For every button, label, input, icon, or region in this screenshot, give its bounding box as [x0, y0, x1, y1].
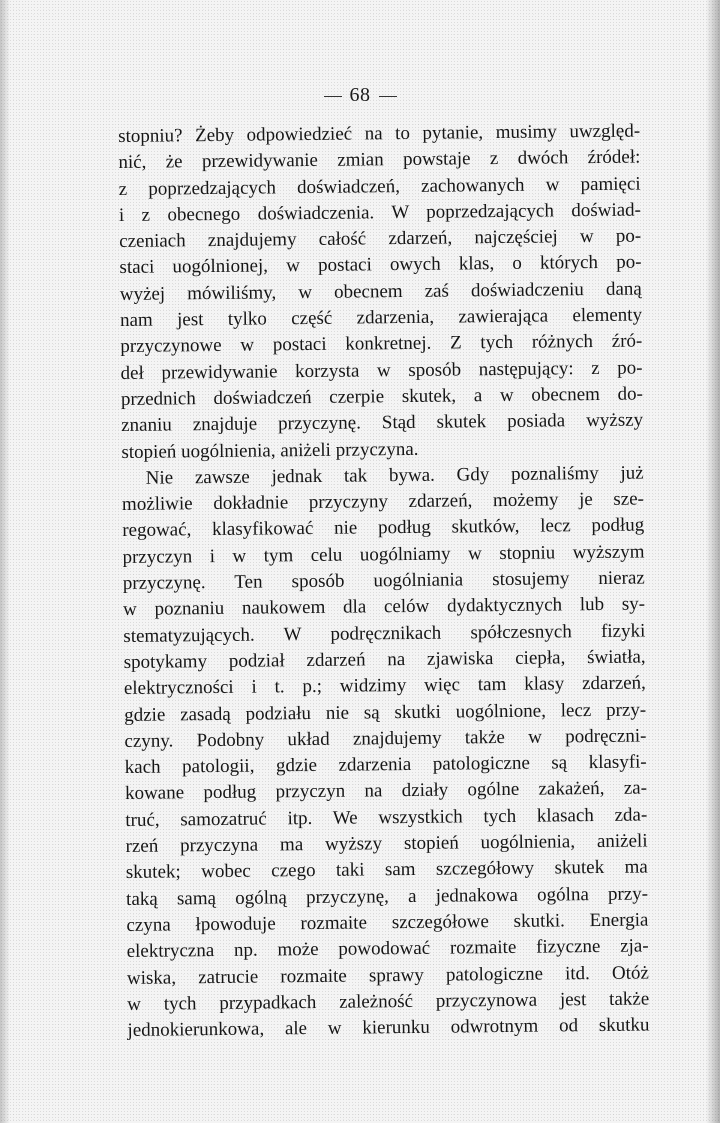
text-line: deł przewidywanie korzysta w sposób następujący: z po-: [120, 357, 643, 384]
text-line: nić, że przewidywanie zmian powstaje z dwóch źródeł:: [118, 146, 641, 174]
text-line: kowane podług przyczyn na działy ogólne zakażeń, za-: [124, 777, 648, 805]
text-line: czyny. Podobny układ znajdujemy także w podręczni-: [124, 725, 647, 752]
text-line: staci uogólnionej, w postaci owych klas, o których po-: [119, 252, 642, 279]
text-line: stematyzujących. W podręcznikach spółczesnych fizyki: [123, 620, 646, 647]
text-line: rzeń przyczyna ma wyższy stopień uogólnienia, aniżeli: [125, 830, 648, 857]
text-line: w poznaniu naukowem dla celów dydaktycznych lub sy-: [122, 593, 646, 621]
page-header: [0, 84, 720, 107]
text-line: stopniu? Żeby odpowiedzieć na to pytanie, musimy uwzględ-: [118, 120, 641, 147]
text-line: Nie zawsze jednak tak bywa. Gdy poznaliśmy już: [145, 462, 644, 489]
text-line: możliwie dokładnie przyczyny zdarzeń, możemy je sze-: [121, 488, 645, 516]
text-line: elektryczna np. może powodować rozmaite fizyczne zja-: [126, 935, 649, 963]
text-line: elektryczności i t. p.; widzimy więc tam klasy zdarzeń,: [123, 672, 646, 700]
text-line: i z obecnego doświadczenia. W poprzedzających doświad-: [118, 199, 642, 226]
text-line: w tych przypadkach zależność przyczynowa jest także: [127, 988, 650, 1015]
text-line: gdzie zasadą podziału nie są skutki uogólnione, lecz przy-: [124, 699, 647, 726]
text-line: z poprzedzających doświadczeń, zachowanych w pamięci: [118, 173, 641, 200]
body-text: [118, 119, 650, 1045]
header-dash-right: [379, 96, 397, 97]
text-line: wyżej mówiliśmy, w obecnem zaś doświadczeniu daną: [119, 278, 642, 305]
text-line: kach patologii, gdzie zdarzenia patologiczne są klasyfi-: [124, 751, 647, 779]
text-line: czyna łpowoduje rozmaite szczegółowe skutki. Energia: [126, 909, 649, 936]
text-line: skutek; wobec czego taki sam szczegółowy skutek ma: [125, 856, 648, 884]
text-line: przednich doświadczeń czerpie skutek, a w obecnem do-: [120, 383, 643, 410]
paragraph-2: [122, 460, 650, 1044]
paragraph-1: [118, 119, 644, 466]
text-line: taką samą ogólną przyczynę, a jednakowa ogólna przy-: [126, 883, 649, 910]
page-edge-shadow-right: [706, 0, 720, 1123]
page-edge-shadow-left: [0, 0, 10, 1123]
header-dash-left: [324, 96, 342, 97]
text-line: przyczynowe w postaci konkretnej. Z tych różnych źró-: [120, 330, 643, 358]
text-line: znaniu znajduje przyczynę. Stąd skutek posiada wyższy: [121, 409, 644, 437]
text-line: przyczynę. Ten sposób uogólniania stosujemy nieraz: [122, 567, 645, 595]
text-line: truć, samozatruć itp. We wszystkich tych klasach zda-: [125, 804, 648, 831]
text-line: przyczyn i w tym celu uogólniamy w stopniu wyższym: [122, 541, 645, 568]
text-line: nam jest tylko część zdarzenia, zawierająca elementy: [119, 304, 643, 332]
text-line: stopień uogólnienia, aniżeli przyczyna.: [121, 438, 419, 463]
text-line: regować, klasyfikować nie podług skutków, lecz podług: [122, 514, 645, 542]
text-line: wiska, zatrucie rozmaite sprawy patologiczne itd. Otóż: [126, 961, 650, 989]
text-line: jednokierunkowa, ale w kierunku odwrotnym od skutku: [127, 1014, 650, 1042]
text-line: spotykamy podział zdarzeń na zjawiska ciepła, światła,: [123, 646, 646, 673]
text-line: czeniach znajdujemy całość zdarzeń, najczęściej w po-: [119, 225, 642, 253]
page-number: 68: [349, 84, 371, 106]
